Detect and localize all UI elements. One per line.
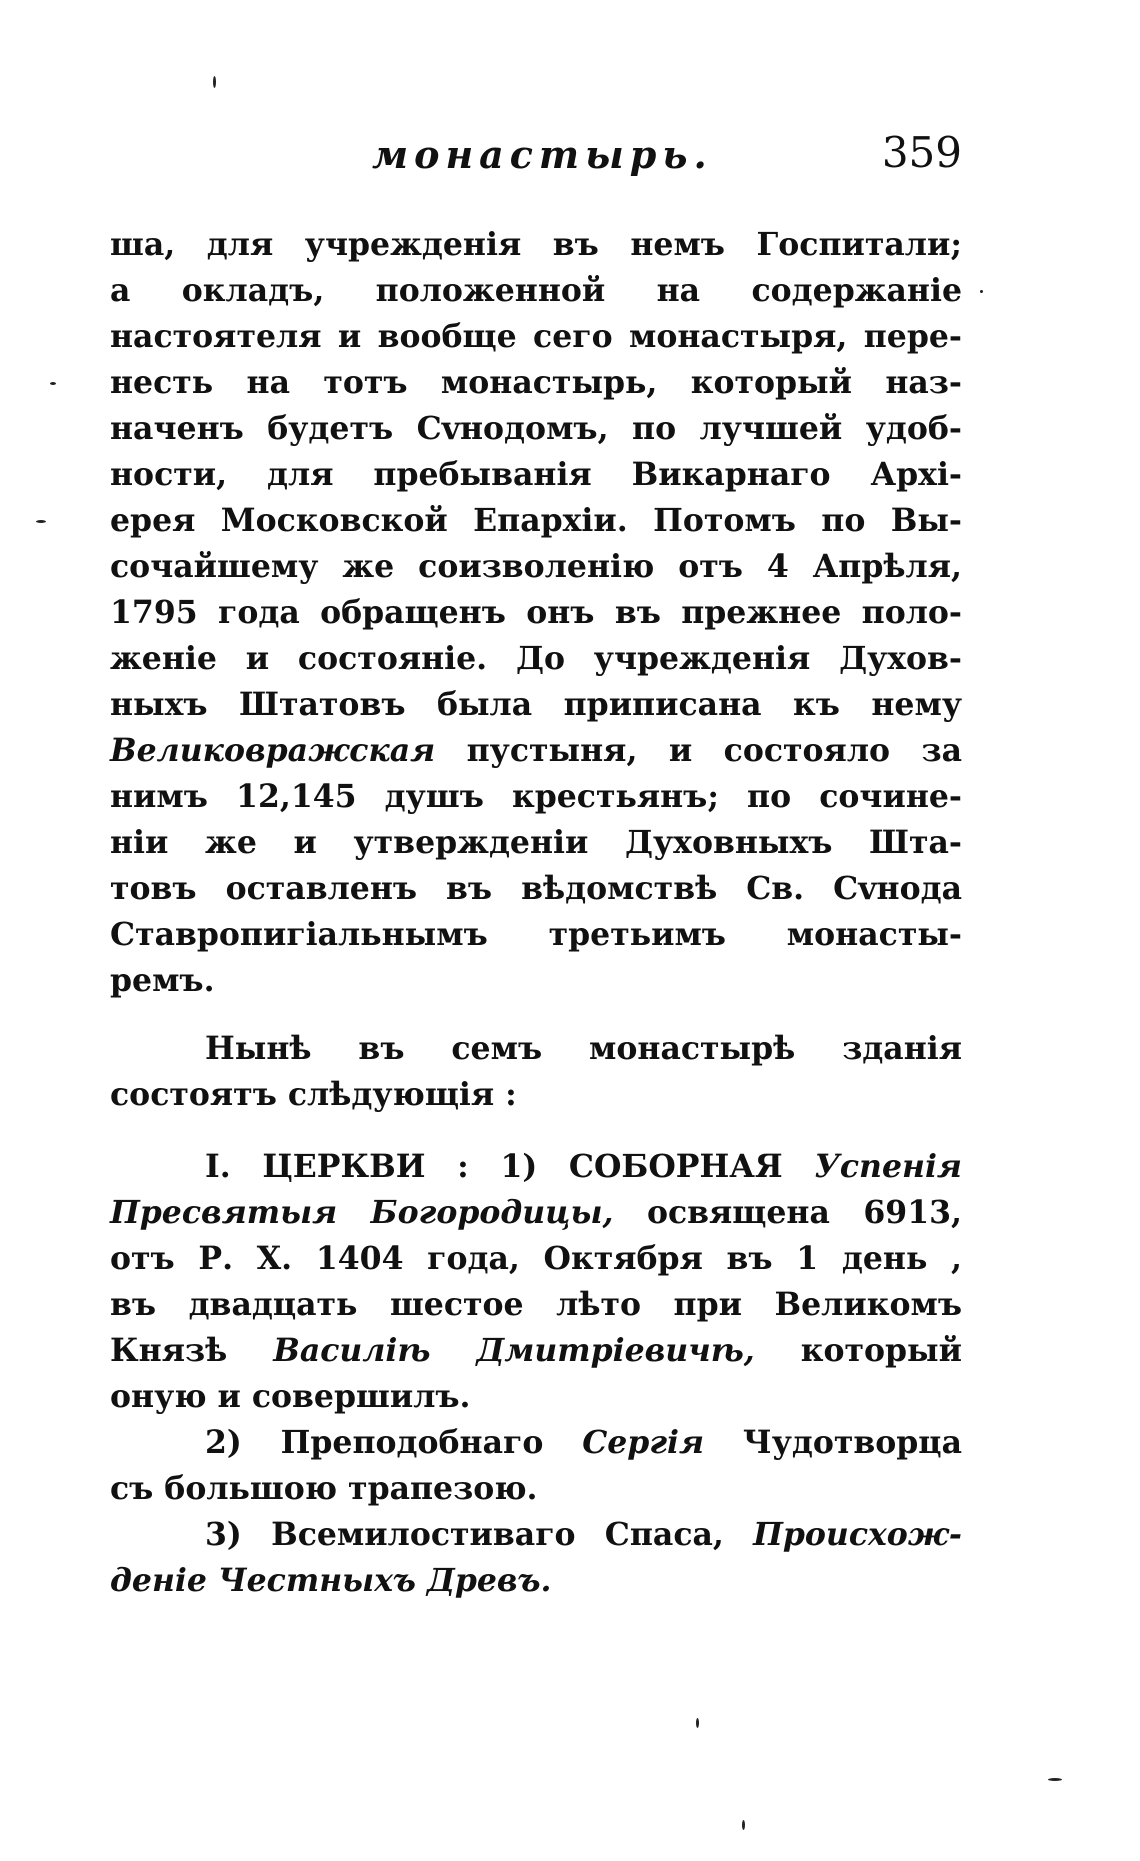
italic-name: Происхож- <box>753 1516 962 1553</box>
body-text <box>110 222 962 1604</box>
text-run: освящена 6913, <box>613 1194 962 1231</box>
text-run: пустыня, и состояло за <box>435 732 962 769</box>
text-line: товъ оставленъ въ вѣдомствѣ Св. Сvнода <box>110 870 962 907</box>
text-line <box>110 1144 962 1190</box>
page-header <box>110 128 962 184</box>
text-line <box>110 728 962 774</box>
italic-name: Пресвятыя Богородицы, <box>110 1194 614 1231</box>
text-line <box>110 1190 962 1236</box>
paragraph-5 <box>110 1512 962 1604</box>
ink-speck <box>1048 1778 1062 1781</box>
text-line <box>110 1328 962 1374</box>
ink-speck <box>742 1820 745 1830</box>
text-line: отъ Р. Х. 1404 года, Октября въ 1 день , <box>110 1240 962 1277</box>
text-run: который <box>754 1332 962 1369</box>
paragraph-1 <box>110 222 962 1004</box>
text-line: нимъ 12,145 душъ крестьянъ; по сочине- <box>110 778 962 815</box>
text-line: женіе и состояніе. До учрежденія Духов- <box>110 640 962 677</box>
ink-speck <box>696 1718 699 1728</box>
text-line: съ большою трапезою. <box>110 1470 538 1507</box>
paragraph-gap <box>110 1004 962 1026</box>
ink-speck <box>980 290 983 293</box>
text-line: Ставропигіальнымъ третьимъ монасты- <box>110 916 962 953</box>
text-line: Нынѣ въ семъ монастырѣ зданія <box>205 1030 962 1067</box>
text-run: 2) Преподобнаго <box>205 1424 583 1461</box>
ink-speck <box>36 520 46 523</box>
text-line <box>110 1420 962 1466</box>
italic-name: Сергія <box>582 1424 705 1461</box>
paragraph-3 <box>110 1144 962 1420</box>
text-line <box>110 1512 962 1558</box>
paragraph-2 <box>110 1026 962 1118</box>
text-line: ерея Московской Епархіи. Потомъ по Вы- <box>110 502 962 539</box>
text-line: а окладъ, положенной на содержаніе <box>110 272 962 309</box>
text-run: Чудотворца <box>704 1424 962 1461</box>
text-line: ніи же и утвержденіи Духовныхъ Шта- <box>110 824 962 861</box>
text-line: ности, для пребыванія Викарнаго Архі- <box>110 456 962 493</box>
text-line: оную и совершилъ. <box>110 1378 471 1415</box>
text-line: несть на тотъ монастырь, который наз- <box>110 364 962 401</box>
text-line: ша, для учрежденія въ немъ Госпитали; <box>110 226 962 263</box>
paragraph-4 <box>110 1420 962 1512</box>
italic-name: Успенія <box>814 1148 962 1185</box>
text-line: 1795 года обращенъ онъ въ прежнее поло- <box>110 594 962 631</box>
italic-name: Великовражская <box>110 732 436 769</box>
running-head: монастырь. <box>372 132 713 177</box>
ink-speck <box>213 76 216 88</box>
text-line: состоятъ слѣдующія : <box>110 1076 517 1113</box>
text-line: ремъ. <box>110 962 215 999</box>
text-run: 3) Всемилостиваго Спаса, <box>205 1516 754 1553</box>
paragraph-gap <box>110 1118 962 1144</box>
text-line: сочайшему же соизволенію отъ 4 Апрѣля, <box>110 548 962 585</box>
ink-speck <box>50 382 56 385</box>
text-line: настоятеля и вообще сего монастыря, пере- <box>110 318 962 355</box>
text-run: Князѣ <box>110 1332 274 1369</box>
italic-name: Василіѣ Дмитріевичѣ, <box>273 1332 755 1369</box>
text-line: ныхъ Штатовъ была приписана къ нему <box>110 686 962 723</box>
text-line: наченъ будетъ Сvнодомъ, по лучшей удоб- <box>110 410 962 447</box>
page-number: 359 <box>881 128 962 177</box>
text-line: деніе Честныхъ Древъ. <box>110 1562 552 1599</box>
text-line: въ двадцать шестое лѣто при Великомъ <box>110 1286 962 1323</box>
text-run: I. ЦЕРКВИ : 1) СОБОРНАЯ <box>205 1148 815 1185</box>
